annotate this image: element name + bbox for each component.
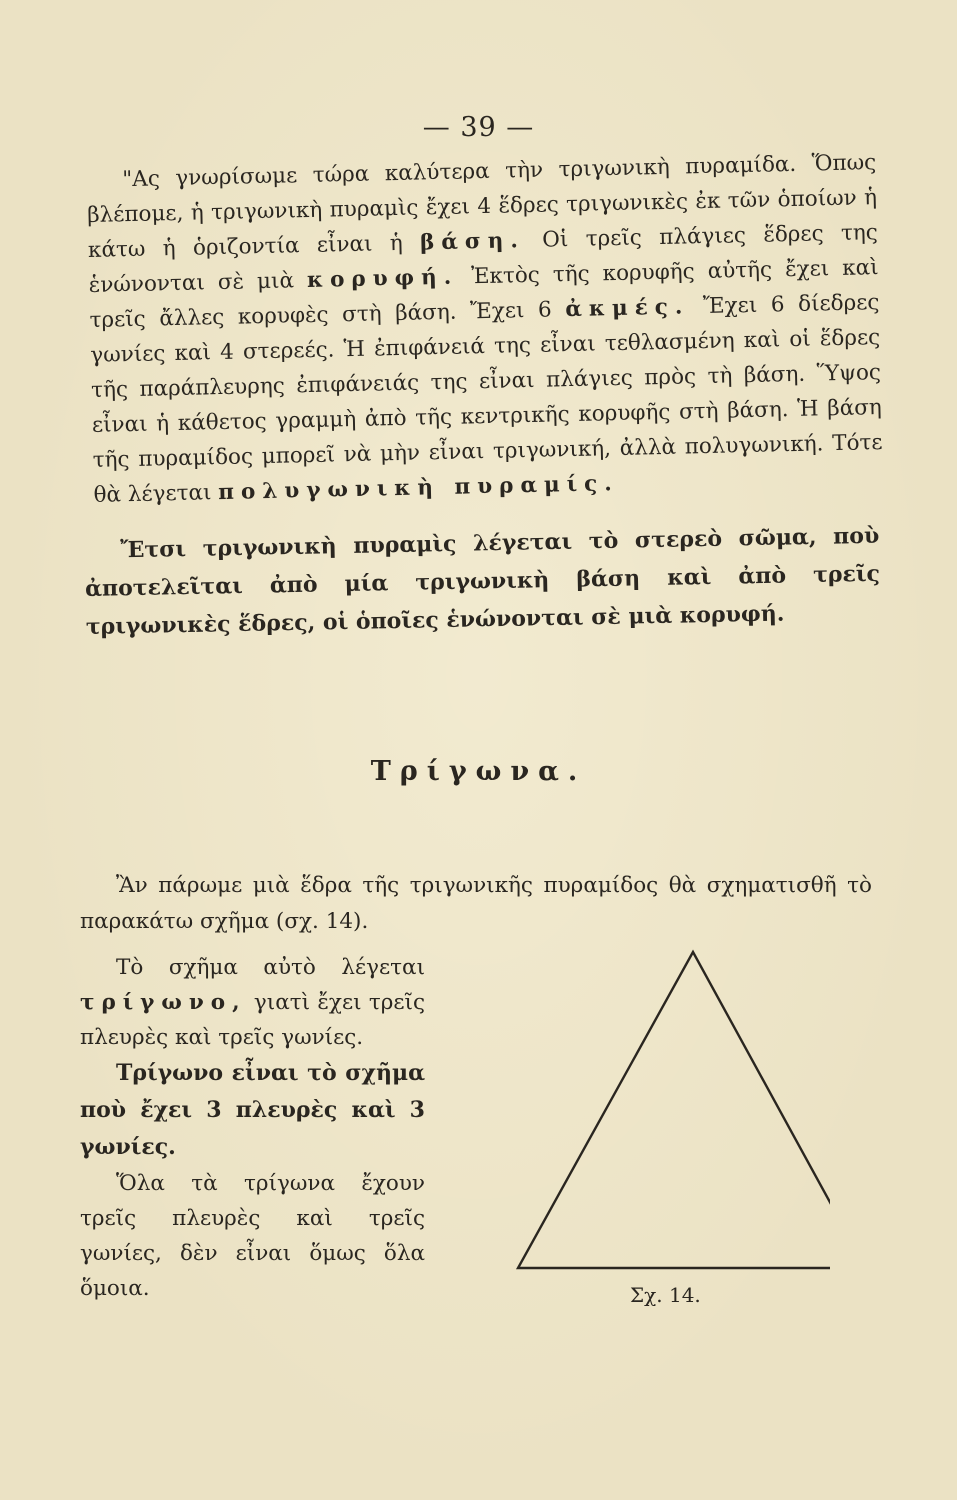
- triangle-naming-paragraph: [80, 950, 425, 1055]
- intro-text: [86, 145, 884, 513]
- intro-sentence-2: Οἱ τρεῖς πλάγιες ἕδρες της ἑνώνονται σὲ μιὰ: [88, 220, 879, 298]
- triangle-diagram: [430, 940, 830, 1340]
- section-title: Τρίγωνα.: [370, 756, 587, 787]
- term-polygonal-pyramid: πολυγωνικὴ πυραμίς.: [217, 471, 619, 506]
- definition-paragraph: [84, 517, 881, 646]
- triangle-definition: Τρίγωνο εἶναι τὸ σχῆμα ποὺ ἔχει 3 πλευρὲς καὶ 3 γωνίες.: [80, 1060, 425, 1160]
- page-number: — 39 —: [422, 112, 535, 143]
- term-base: βάση.: [419, 228, 526, 256]
- term-apex: κορυφή.: [306, 264, 459, 294]
- term-triangle: τρίγωνο,: [80, 990, 247, 1015]
- triangle-shape: [518, 952, 830, 1268]
- naming-text-after: γιατὶ ἔχει τρεῖς πλευρὲς καὶ τρεῖς γωνίες.: [80, 990, 425, 1050]
- term-edges: ἀκμές.: [565, 294, 690, 323]
- left-column: [80, 950, 425, 1306]
- intro-sentence-1: "Ας γνωρίσωμε τώρα καλύτερα τὴν τριγωνικὴ πυραμίδα. Ὅπως βλέπομε, ἡ τριγωνικὴ πυραμὶς ἔχει 4 ἕδρες τριγωνικὲς ἐκ τῶν ὁποίων ἡ κάτω ἡ ὁριζοντία εἶναι ἡ: [86, 150, 878, 263]
- intro-sentence-4: Ἔχει 6 δίεδρες γωνίες καὶ 4 στερεές. Ἡ ἐπιφάνειά της εἶναι τεθλασμένη καὶ οἱ ἕδρες τῆς παράπλευρης ἐπιφάνειάς της εἶναι πλάγιες πρὸς τὴ βάση. Ὕψος εἶναι ἡ κάθετος γραμμὴ ἀπὸ τῆς κεντρικῆς κορυφῆς στὴ βάση. Ἡ βάση τῆς πυραμίδος μπορεῖ νὰ μὴν εἶναι τριγωνική, ἀλλὰ πολυγωνική. Τότε θὰ λέγεται: [90, 290, 883, 508]
- triangle-note: Ὅλα τὰ τρίγωνα ἔχουν τρεῖς πλευρὲς καὶ τρεῖς γωνίες, δὲν εἶναι ὅμως ὅλα ὅμοια.: [80, 1171, 425, 1301]
- lead-text: Ἂν πάρωμε μιὰ ἕδρα τῆς τριγωνικῆς πυραμίδος θὰ σχηματισθῆ τὸ παρακάτω σχῆμα (σχ. 14).: [80, 873, 872, 934]
- naming-text-before: Τὸ σχῆμα αὐτὸ λέγεται: [116, 955, 425, 980]
- triangle-figure: [430, 940, 830, 1340]
- definition-text: Ἔτσι τριγωνικὴ πυραμὶς λέγεται τὸ στερεὸ σῶμα, ποὺ ἀποτελεῖται ἀπὸ μία τριγωνικὴ βάση καὶ ἀπὸ τρεῖς τριγωνικὲς ἕδρες, οἱ ὁποῖες ἑνώνονται σὲ μιὰ κορυφή.: [84, 522, 881, 640]
- intro-paragraph: [86, 145, 884, 513]
- lead-paragraph: [80, 868, 872, 940]
- intro-sentence-3: Ἐκτὸς τῆς κορυφῆς αὐτῆς ἔχει καὶ τρεῖς ἄλλες κορυφὲς στὴ βάση. Ἔχει 6: [89, 255, 879, 333]
- figure-caption: Σχ. 14.: [630, 1283, 701, 1307]
